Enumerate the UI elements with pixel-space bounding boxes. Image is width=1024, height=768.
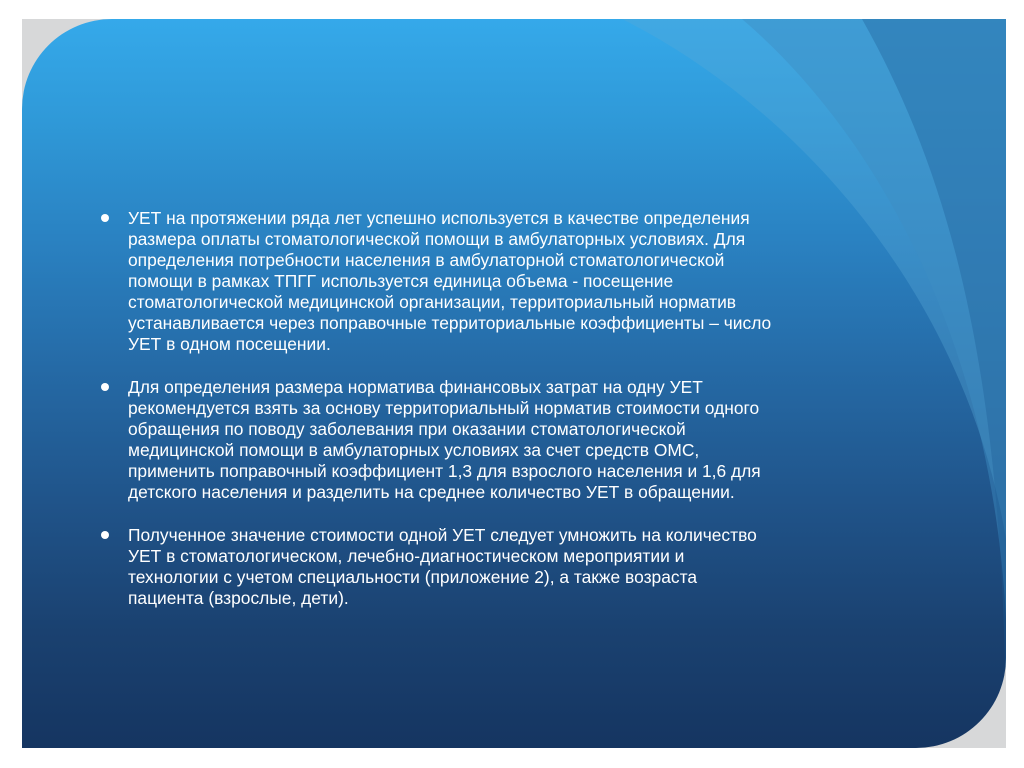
bullet-item: [98, 208, 958, 355]
bullet-list: [98, 208, 958, 631]
bullet-text: Полученное значение стоимости одной УЕТ следует умножить на количество УЕТ в стоматологическом, лечебно-диагностическом мероприятии и технологии с учетом специальности (приложение 2), а также возраста пациента (взрослые, дети).: [128, 525, 757, 608]
bullet-text: УЕТ на протяжении ряда лет успешно используется в качестве определения размера оплаты стоматологической помощи в амбулаторных условиях. Для определения потребности населения в амбулаторной стоматологической помощи в рамках ТПГГ используется единица объема - посещение стоматологической медицинской организации, территориальный норматив устанавливается через поправочные территориальные коэффициенты – число УЕТ в одном посещении.: [128, 208, 772, 354]
bullet-item: [98, 525, 958, 609]
slide: [22, 19, 1006, 748]
bullet-dot-icon: [101, 383, 109, 391]
bullet-text: Для определения размера норматива финансовых затрат на одну УЕТ рекомендуется взять за основу территориальный норматив стоимости одного обращения по поводу заболевания при оказании стоматологической медицинской помощи в амбулаторных условиях за счет средств ОМС, применить поправочный коэффициент 1,3 для взрослого населения и 1,6 для детского населения и разделить на среднее количество УЕТ в обращении.: [128, 377, 761, 502]
bullet-dot-icon: [101, 214, 109, 222]
bullet-dot-icon: [101, 531, 109, 539]
bullet-item: [98, 377, 958, 503]
